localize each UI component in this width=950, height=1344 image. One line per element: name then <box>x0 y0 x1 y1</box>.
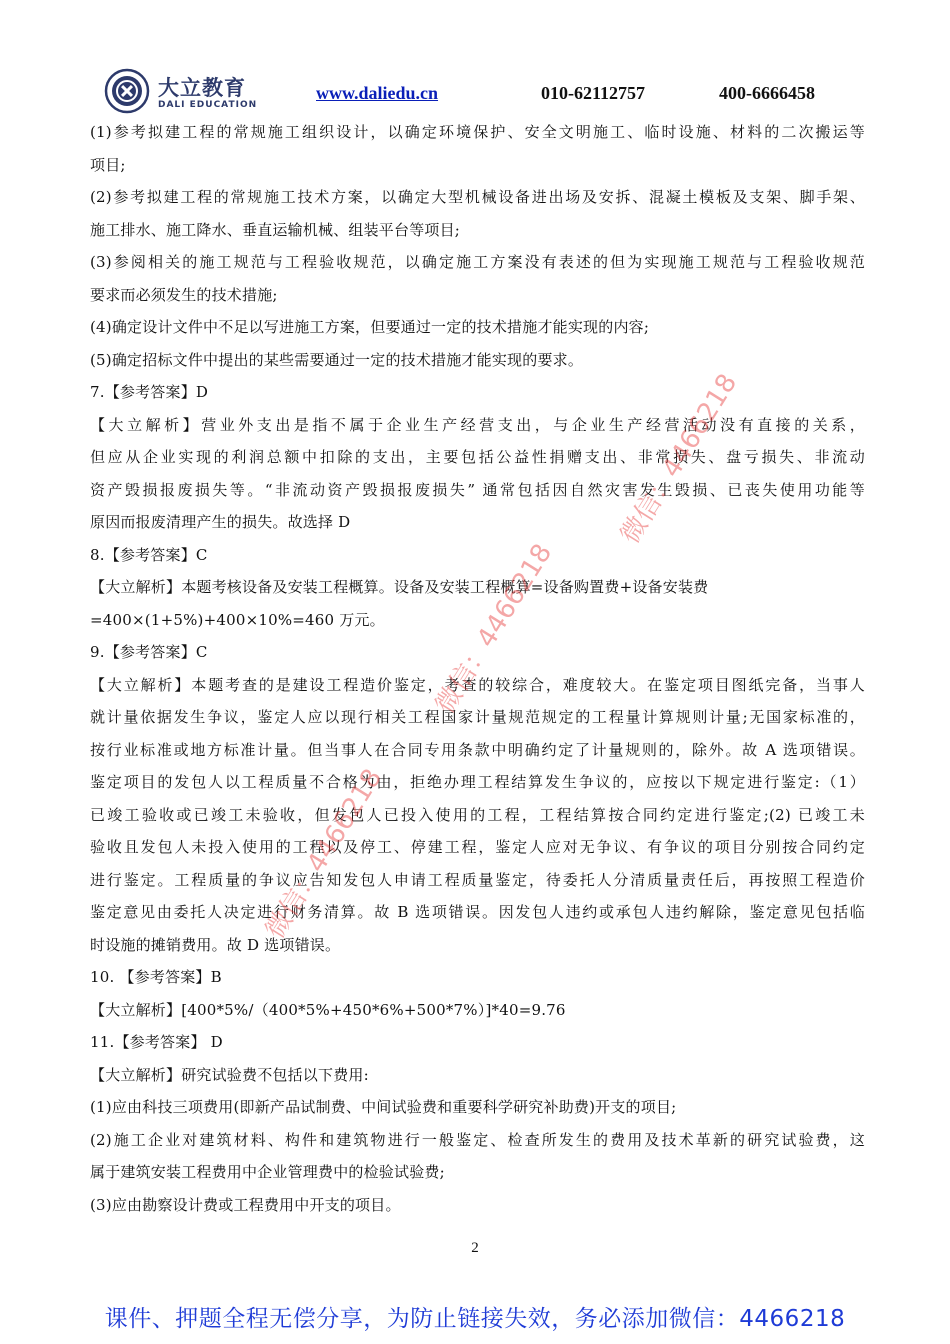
text-line: 原因而报废清理产生的损失。故选择 D <box>90 513 351 531</box>
watermark-1: 微信：4466218 <box>615 368 744 550</box>
page-header <box>0 0 950 118</box>
text-line: 项目; <box>90 155 126 174</box>
phone-number-1: 010-62112757 <box>541 83 646 103</box>
text-line: 10. 【参考答案】B <box>90 968 222 986</box>
text-line: 【大立解析】营业外支出是指不属于企业生产经营支出，与企业生产经营活动没有直接的关系， <box>90 415 865 434</box>
text-line: (2)施工企业对建筑材料、构件和建筑物进行一般鉴定、检查所发生的费用及技术革新的研究试验费，这 <box>90 1130 865 1149</box>
text-line: (4)确定设计文件中不足以写进施工方案，但要通过一定的技术措施才能实现的内容; <box>90 318 650 336</box>
text-line: 11.【参考答案】 D <box>90 1033 223 1051</box>
watermark-3: 微信：4466218 <box>260 763 389 945</box>
text-line: (1)参考拟建工程的常规施工组织设计，以确定环境保护、安全文明施工、临时设施、材料的二次搬运等 <box>90 123 865 141</box>
text-line: 施工排水、施工降水、垂直运输机械、组装平台等项目; <box>90 220 461 239</box>
text-line: 【大立解析】本题考核设备及安装工程概算。设备及安装工程概算=设备购置费+设备安装费 <box>90 578 709 596</box>
text-line: 【大立解析】本题考查的是建设工程造价鉴定，考查的较综合，难度较大。在鉴定项目图纸完备，当事人 <box>90 675 865 694</box>
logo-english-name: DALI EDUCATION <box>158 100 258 110</box>
text-line: 按行业标准或地方标准计量。但当事人在合同专用条款中明确约定了计量规则的，除外。故 A 选项错误。 <box>90 740 865 759</box>
document-body <box>90 116 865 1221</box>
text-line: 【大立解析】[400*5%/（400*5%+450*6%+500*7%）]*40=9.76 <box>90 1000 566 1019</box>
text-line: (1)应由科技三项费用(即新产品试制费、中间试验费和重要科学研究补助费)开支的项目; <box>90 1098 677 1116</box>
text-line: (5)确定招标文件中提出的某些需要通过一定的技术措施才能实现的要求。 <box>90 350 584 369</box>
website-link[interactable]: www.daliedu.cn <box>316 83 439 103</box>
text-line: 已竣工验收或已竣工未验收，但发包人已投入使用的工程，工程结算按合同约定进行鉴定;(2) 已竣工未 <box>90 805 865 824</box>
logo-chinese-name: 大立教育 <box>158 76 246 100</box>
text-line: =400×(1+5%)+400×10%=460 万元。 <box>90 610 385 629</box>
footer-banner: 课件、押题全程无偿分享，为防止链接失效，务必添加微信：4466218 <box>104 1306 846 1332</box>
page-number: 2 <box>471 1240 479 1256</box>
text-line: 鉴定项目的发包人以工程质量不合格为由，拒绝办理工程结算发生争议的，应按以下规定进行鉴定:（1） <box>90 773 865 791</box>
dali-logo-icon <box>104 68 150 114</box>
text-line: 【大立解析】研究试验费不包括以下费用: <box>90 1065 369 1084</box>
watermark-2: 微信：4466218 <box>430 538 559 720</box>
text-line: (3)参阅相关的施工规范与工程验收规范，以确定施工方案没有表述的但为实现施工规范与工程验收规范 <box>90 253 865 271</box>
text-line: 就计量依据发生争议，鉴定人应以现行相关工程国家计量规范规定的工程量计算规则计量;无国家标准的， <box>90 708 865 726</box>
text-line: 7.【参考答案】D <box>90 383 209 401</box>
text-line: 时设施的摊销费用。故 D 选项错误。 <box>90 935 341 954</box>
text-line: 8.【参考答案】C <box>90 545 208 564</box>
text-line: (3)应由勘察设计费或工程费用中开支的项目。 <box>90 1195 401 1214</box>
text-line: 要求而必须发生的技术措施; <box>90 285 278 304</box>
text-line: 资产毁损报废损失等。“非流动资产毁损报废损失” 通常包括因自然灾害发生毁损、已丧失使用功能等 <box>90 480 865 499</box>
phone-number-2: 400-6666458 <box>719 83 815 103</box>
text-line: 鉴定意见由委托人决定进行财务清算。故 B 选项错误。因发包人违约或承包人违约解除，鉴定意见包括临 <box>90 903 865 921</box>
text-line: 但应从企业实现的利润总额中扣除的支出，主要包括公益性捐赠支出、非常损失、盘亏损失、非流动 <box>90 448 865 466</box>
text-line: 9.【参考答案】C <box>90 643 208 661</box>
text-line: 进行鉴定。工程质量的争议应告知发包人申请工程质量鉴定，待委托人分清质量责任后，再按照工程造价 <box>90 870 865 889</box>
text-line: 验收且发包人未投入使用的工程以及停工、停建工程，鉴定人应对无争议、有争议的项目分别按合同约定 <box>90 838 865 856</box>
text-line: 属于建筑安装工程费用中企业管理费中的检验试验费; <box>90 1163 445 1181</box>
text-line: (2)参考拟建工程的常规施工技术方案，以确定大型机械设备进出场及安拆、混凝土模板及支架、脚手架、 <box>90 188 865 206</box>
